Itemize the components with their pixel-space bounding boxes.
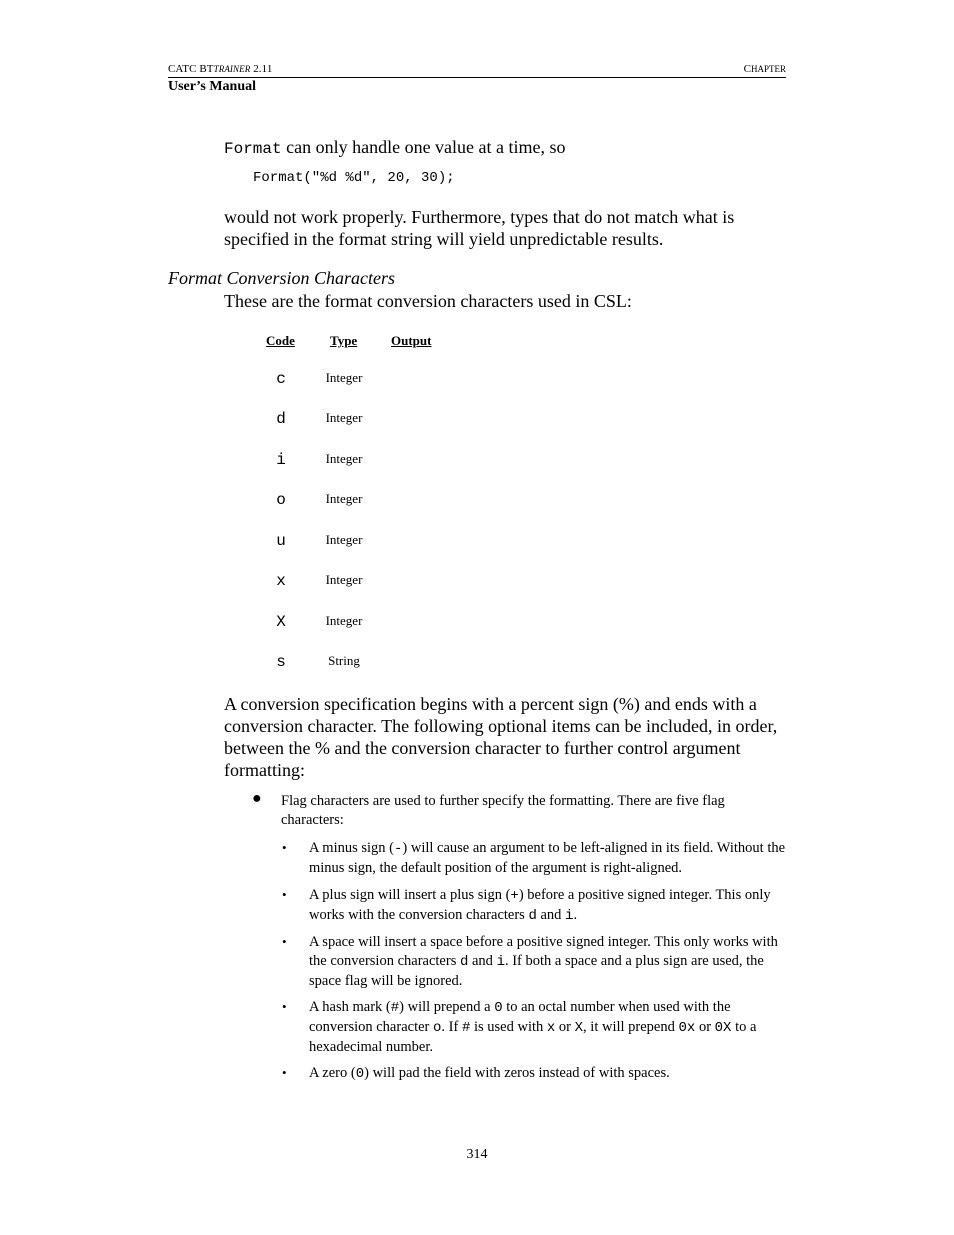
text: to an octal number when used with the conversion character bbox=[309, 999, 731, 1035]
code: 0X bbox=[714, 1020, 732, 1036]
code: d bbox=[528, 908, 537, 924]
sub-bullet-icon: • bbox=[282, 934, 287, 949]
section-title: Format Conversion Characters bbox=[168, 268, 395, 288]
text: , it will prepend bbox=[583, 1019, 679, 1035]
chapter-rest: HAPTER bbox=[750, 64, 786, 74]
intro-line-text: can only handle one value at a time, so bbox=[281, 137, 566, 157]
text: and bbox=[468, 953, 497, 969]
intro-line bbox=[224, 136, 566, 160]
text: and bbox=[536, 907, 566, 923]
table-cell-code: s bbox=[276, 653, 286, 671]
table-cell-type: Integer bbox=[325, 572, 363, 587]
flag-space-item bbox=[309, 933, 789, 991]
text: ) before a positive signed integer. This only works with the conversion characters bbox=[309, 887, 771, 923]
running-header-chapter bbox=[744, 63, 786, 75]
text: A space will insert a space before a positive signed integer. This only works with the conversion characters bbox=[309, 934, 778, 969]
text: A zero ( bbox=[309, 1065, 356, 1081]
table-cell-code: o bbox=[276, 491, 286, 509]
code: + bbox=[510, 888, 519, 904]
sub-bullet-icon: • bbox=[282, 999, 287, 1014]
code: i bbox=[496, 954, 505, 970]
table-cell-type: Integer bbox=[325, 532, 363, 547]
table-cell-code: u bbox=[276, 532, 286, 550]
table-header-code: Code bbox=[266, 333, 295, 348]
format-keyword: Format bbox=[224, 140, 282, 158]
table-cell-code: x bbox=[276, 572, 286, 590]
text: or bbox=[555, 1019, 575, 1035]
flag-intro: Flag characters are used to further specify the formatting. There are five flag characters: bbox=[281, 793, 725, 828]
product-smallcaps: TRAINER bbox=[213, 64, 251, 74]
flag-plus-item bbox=[309, 886, 789, 926]
code: # bbox=[461, 1020, 471, 1036]
section-lead: These are the format conversion characters used in CSL: bbox=[224, 291, 632, 311]
table-cell-type: Integer bbox=[325, 451, 363, 466]
text: A minus sign ( bbox=[309, 840, 394, 856]
manual-subtitle: User’s Manual bbox=[168, 79, 257, 94]
code: - bbox=[394, 841, 403, 857]
code: 0 bbox=[355, 1066, 365, 1082]
code: X bbox=[574, 1020, 584, 1036]
intro-paragraph: would not work properly. Furthermore, types that do not match what is specified in the format string will yield unpredictable results. bbox=[224, 207, 735, 249]
text: or bbox=[695, 1019, 715, 1035]
chapter-first-letter: C bbox=[743, 63, 751, 75]
sub-bullet-icon: • bbox=[282, 840, 287, 855]
text: ) will cause an argument to be left-aligned in its field. Without the minus sign, the default position of the argument is right-aligned. bbox=[309, 840, 786, 876]
header-rule bbox=[168, 77, 786, 78]
running-header-product bbox=[168, 63, 272, 75]
table-cell-type: Integer bbox=[325, 410, 363, 425]
table-cell-type: String bbox=[328, 653, 360, 668]
table-header-type: Type bbox=[330, 333, 358, 348]
text: . bbox=[573, 907, 578, 923]
code: o bbox=[433, 1020, 442, 1036]
code: i bbox=[565, 908, 574, 924]
table-cell-code: X bbox=[276, 613, 286, 631]
table-cell-type: Integer bbox=[325, 491, 363, 506]
table-cell-type: Integer bbox=[325, 370, 363, 385]
text: . If both a space and a plus sign are used, the space flag will be ignored. bbox=[309, 953, 764, 989]
text: ) will pad the field with zeros instead of with spaces. bbox=[364, 1065, 670, 1081]
page-number: 314 bbox=[466, 1147, 488, 1162]
code: d bbox=[459, 954, 469, 970]
bullet-icon: ● bbox=[252, 790, 262, 807]
flag-minus-item bbox=[309, 839, 789, 878]
conversion-paragraph: A conversion specification begins with a percent sign (%) and ends with a conversion character. The following optional items can be included, in order, between the % and the conversion character to further control argument formatting: bbox=[224, 694, 778, 780]
product-prefix: CATC BT bbox=[168, 63, 214, 75]
product-version: 2.11 bbox=[253, 63, 273, 75]
table-cell-code: d bbox=[276, 410, 286, 428]
sub-bullet-icon: • bbox=[282, 887, 287, 902]
text: ) will prepend a bbox=[399, 999, 495, 1015]
table-header-output: Output bbox=[391, 333, 432, 348]
text: is used with bbox=[470, 1019, 547, 1035]
code: # bbox=[390, 1000, 400, 1016]
code-example: Format("%d %d", 20, 30); bbox=[253, 170, 455, 186]
text: A hash mark ( bbox=[309, 999, 391, 1015]
text: A plus sign will insert a plus sign ( bbox=[309, 887, 511, 903]
code: 0x bbox=[678, 1020, 696, 1036]
sub-bullet-icon: • bbox=[282, 1065, 287, 1080]
table-cell-code: i bbox=[276, 451, 286, 469]
table-cell-code: c bbox=[276, 370, 286, 388]
code: 0 bbox=[494, 1000, 503, 1016]
text: to a hexadecimal number. bbox=[309, 1019, 757, 1055]
table-cell-type: Integer bbox=[325, 613, 363, 628]
text: . If bbox=[441, 1019, 462, 1035]
code: x bbox=[546, 1020, 556, 1036]
flag-hash-item bbox=[309, 998, 789, 1057]
flag-zero-item bbox=[309, 1064, 789, 1084]
